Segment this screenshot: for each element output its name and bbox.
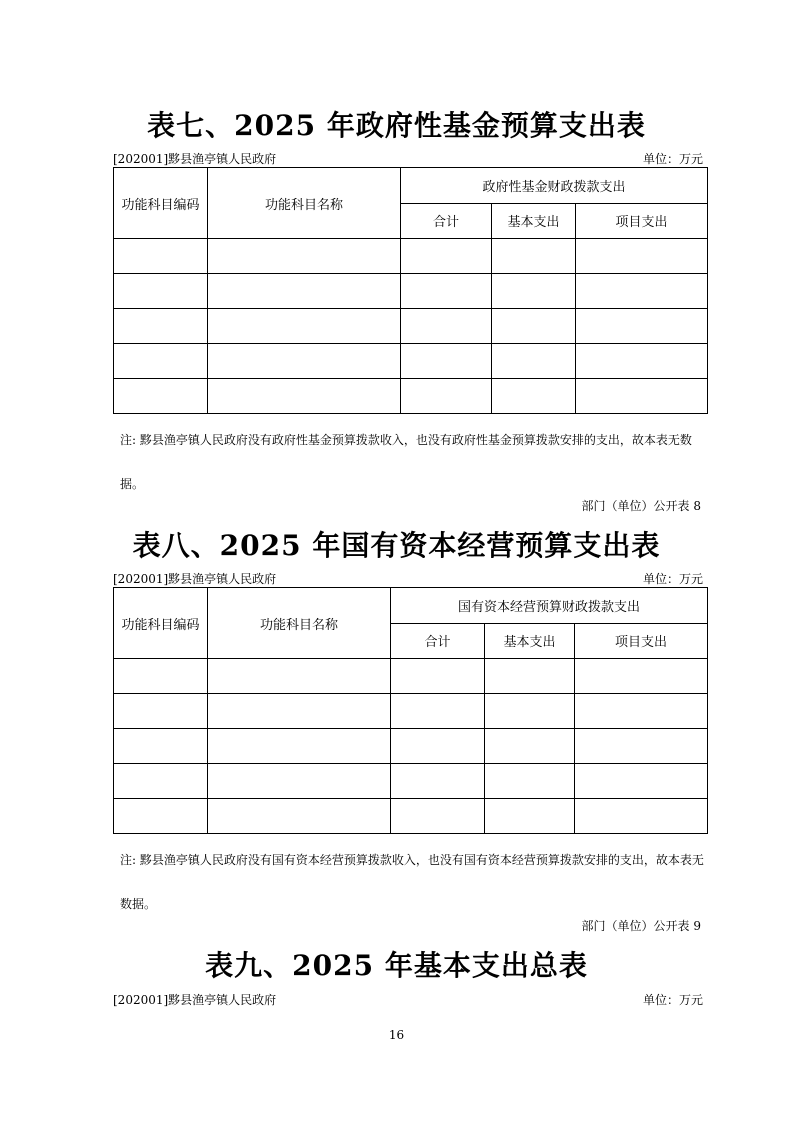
header-group: 政府性基金财政拨款支出 (401, 168, 708, 204)
table7-note: 注: 黟县渔亭镇人民政府没有政府性基金预算拨款收入，也没有政府性基金预算拨款安排的支出，故本表无数据。 (120, 433, 692, 491)
table8-title: 表八、2025 年国有资本经营预算支出表 (132, 529, 661, 562)
header-total: 合计 (391, 623, 485, 659)
table-row (114, 659, 708, 694)
header-project: 项目支出 (575, 623, 708, 659)
header-basic: 基本支出 (485, 623, 575, 659)
header-name: 功能科目名称 (208, 168, 401, 239)
table8-grid (113, 587, 708, 834)
table-row (114, 379, 708, 414)
table7-meta (113, 150, 703, 167)
table-row (114, 799, 708, 834)
table7-title: 表七、2025 年政府性基金预算支出表 (147, 109, 646, 142)
org-label: [202001]黟县渔亭镇人民政府 (113, 993, 277, 1007)
table-row (114, 694, 708, 729)
header-code: 功能科目编码 (114, 588, 208, 659)
table7-grid (113, 167, 708, 414)
unit-label: 单位：万元 (642, 572, 703, 586)
table-row (114, 239, 708, 274)
table8-page-ref: 部门（单位）公开表 9 (581, 919, 701, 933)
unit-label: 单位：万元 (642, 993, 703, 1007)
page-number: 16 (388, 1028, 405, 1042)
table-row (114, 309, 708, 344)
org-label: [202001]黟县渔亭镇人民政府 (113, 152, 277, 166)
table-row (114, 729, 708, 764)
header-group: 国有资本经营预算财政拨款支出 (391, 588, 708, 624)
table-row (114, 274, 708, 309)
header-total: 合计 (401, 203, 492, 239)
header-name: 功能科目名称 (208, 588, 391, 659)
table-row (114, 344, 708, 379)
header-project: 项目支出 (576, 203, 708, 239)
table9-title: 表九、2025 年基本支出总表 (205, 949, 588, 982)
header-code: 功能科目编码 (114, 168, 208, 239)
org-label: [202001]黟县渔亭镇人民政府 (113, 572, 277, 586)
header-basic: 基本支出 (492, 203, 576, 239)
table7-page-ref: 部门（单位）公开表 8 (581, 499, 701, 513)
table9-meta (113, 991, 703, 1008)
table8-meta (113, 570, 703, 587)
table8-note: 注: 黟县渔亭镇人民政府没有国有资本经营预算拨款收入，也没有国有资本经营预算拨款安排的支出，故本表无数据。 (120, 853, 704, 911)
unit-label: 单位：万元 (642, 152, 703, 166)
table-row (114, 764, 708, 799)
